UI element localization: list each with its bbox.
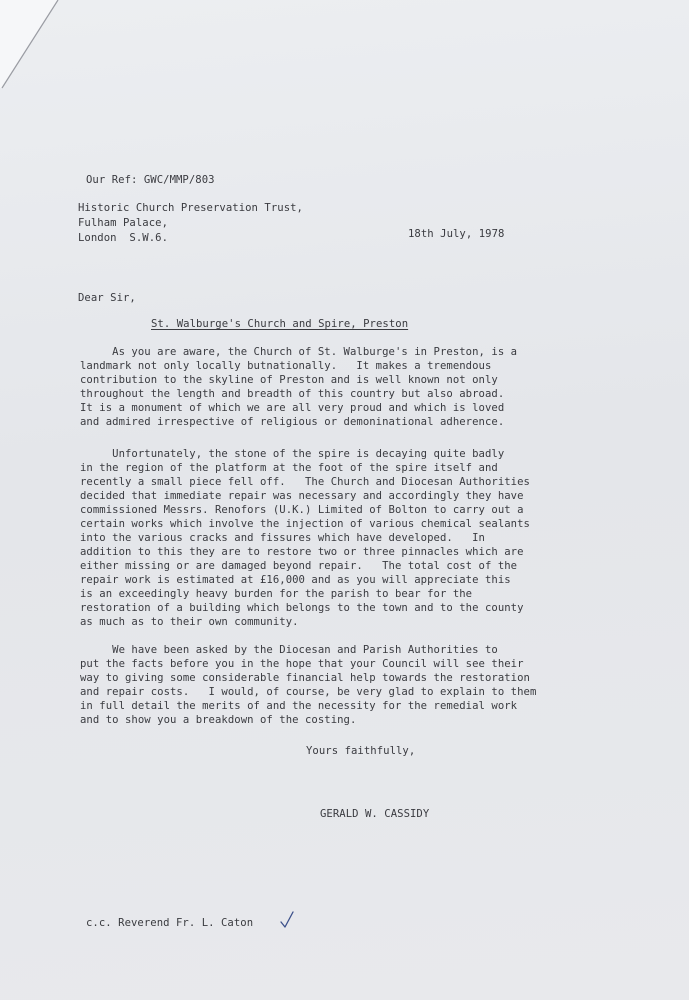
paragraph-1-line-2: landmark not only locally butnationally. It makes a tremendous: [80, 360, 492, 372]
paragraph-3-line-1: We have been asked by the Diocesan and Parish Authorities to: [80, 644, 498, 656]
paragraph-2-line-12: restoration of a building which belongs to the town and to the county: [80, 602, 524, 614]
handwritten-tick-mark: [280, 911, 294, 929]
reference-line: Our Ref: GWC/MMP/803: [86, 174, 215, 186]
paragraph-1-line-1: As you are aware, the Church of St. Walburge's in Preston, is a: [80, 346, 518, 358]
paragraph-2-line-8: addition to this they are to restore two or three pinnacles which are: [80, 546, 524, 558]
paragraph-2-line-9: either missing or are damaged beyond repair. The total cost of the: [80, 560, 518, 572]
paragraph-2-line-4: decided that immediate repair was necessary and accordingly they have: [80, 490, 524, 502]
paragraph-2-line-1: Unfortunately, the stone of the spire is decaying quite badly: [80, 448, 505, 460]
paragraph-2-line-11: is an exceedingly heavy burden for the parish to bear for the: [80, 588, 473, 600]
paragraph-2-line-13: as much as to their own community.: [80, 616, 299, 628]
paragraph-3-line-5: in full detail the merits of and the necessity for the remedial work: [80, 700, 518, 712]
folded-corner-mark: [0, 0, 60, 90]
paragraph-3-line-6: and to show you a breakdown of the costing.: [80, 714, 357, 726]
closing-line: Yours faithfully,: [306, 745, 416, 757]
paragraph-1-line-5: It is a monument of which we are all very proud and which is loved: [80, 402, 505, 414]
letter-date: 18th July, 1978: [408, 228, 505, 240]
paragraph-2-line-10: repair work is estimated at £16,000 and as you will appreciate this: [80, 574, 511, 586]
recipient-line-2: Fulham Palace,: [78, 217, 168, 229]
paragraph-2-line-3: recently a small piece fell off. The Church and Diocesan Authorities: [80, 476, 530, 488]
paragraph-1-line-4: throughout the length and breadth of this country but also abroad.: [80, 388, 505, 400]
paragraph-3-line-2: put the facts before you in the hope that your Council will see their: [80, 658, 524, 670]
paragraph-1-line-3: contribution to the skyline of Preston and is well known not only: [80, 374, 498, 386]
subject-heading: St. Walburge's Church and Spire, Preston: [151, 318, 409, 330]
recipient-line-1: Historic Church Preservation Trust,: [78, 202, 303, 214]
signatory-name: GERALD W. CASSIDY: [320, 808, 430, 820]
paragraph-3-line-4: and repair costs. I would, of course, be very glad to explain to them: [80, 686, 537, 698]
paragraph-1-line-6: and admired irrespective of religious or demoninational adherence.: [80, 416, 505, 428]
salutation: Dear Sir,: [78, 292, 136, 304]
cc-line: c.c. Reverend Fr. L. Caton: [86, 917, 254, 929]
paragraph-2-line-5: commissioned Messrs. Renofors (U.K.) Limited of Bolton to carry out a: [80, 504, 524, 516]
paragraph-2-line-2: in the region of the platform at the foot of the spire itself and: [80, 462, 498, 474]
recipient-line-3: London S.W.6.: [78, 232, 168, 244]
paragraph-2-line-7: into the various cracks and fissures which have developed. In: [80, 532, 485, 544]
paragraph-3-line-3: way to giving some considerable financial help towards the restoration: [80, 672, 530, 684]
paragraph-2-line-6: certain works which involve the injection of various chemical sealants: [80, 518, 530, 530]
